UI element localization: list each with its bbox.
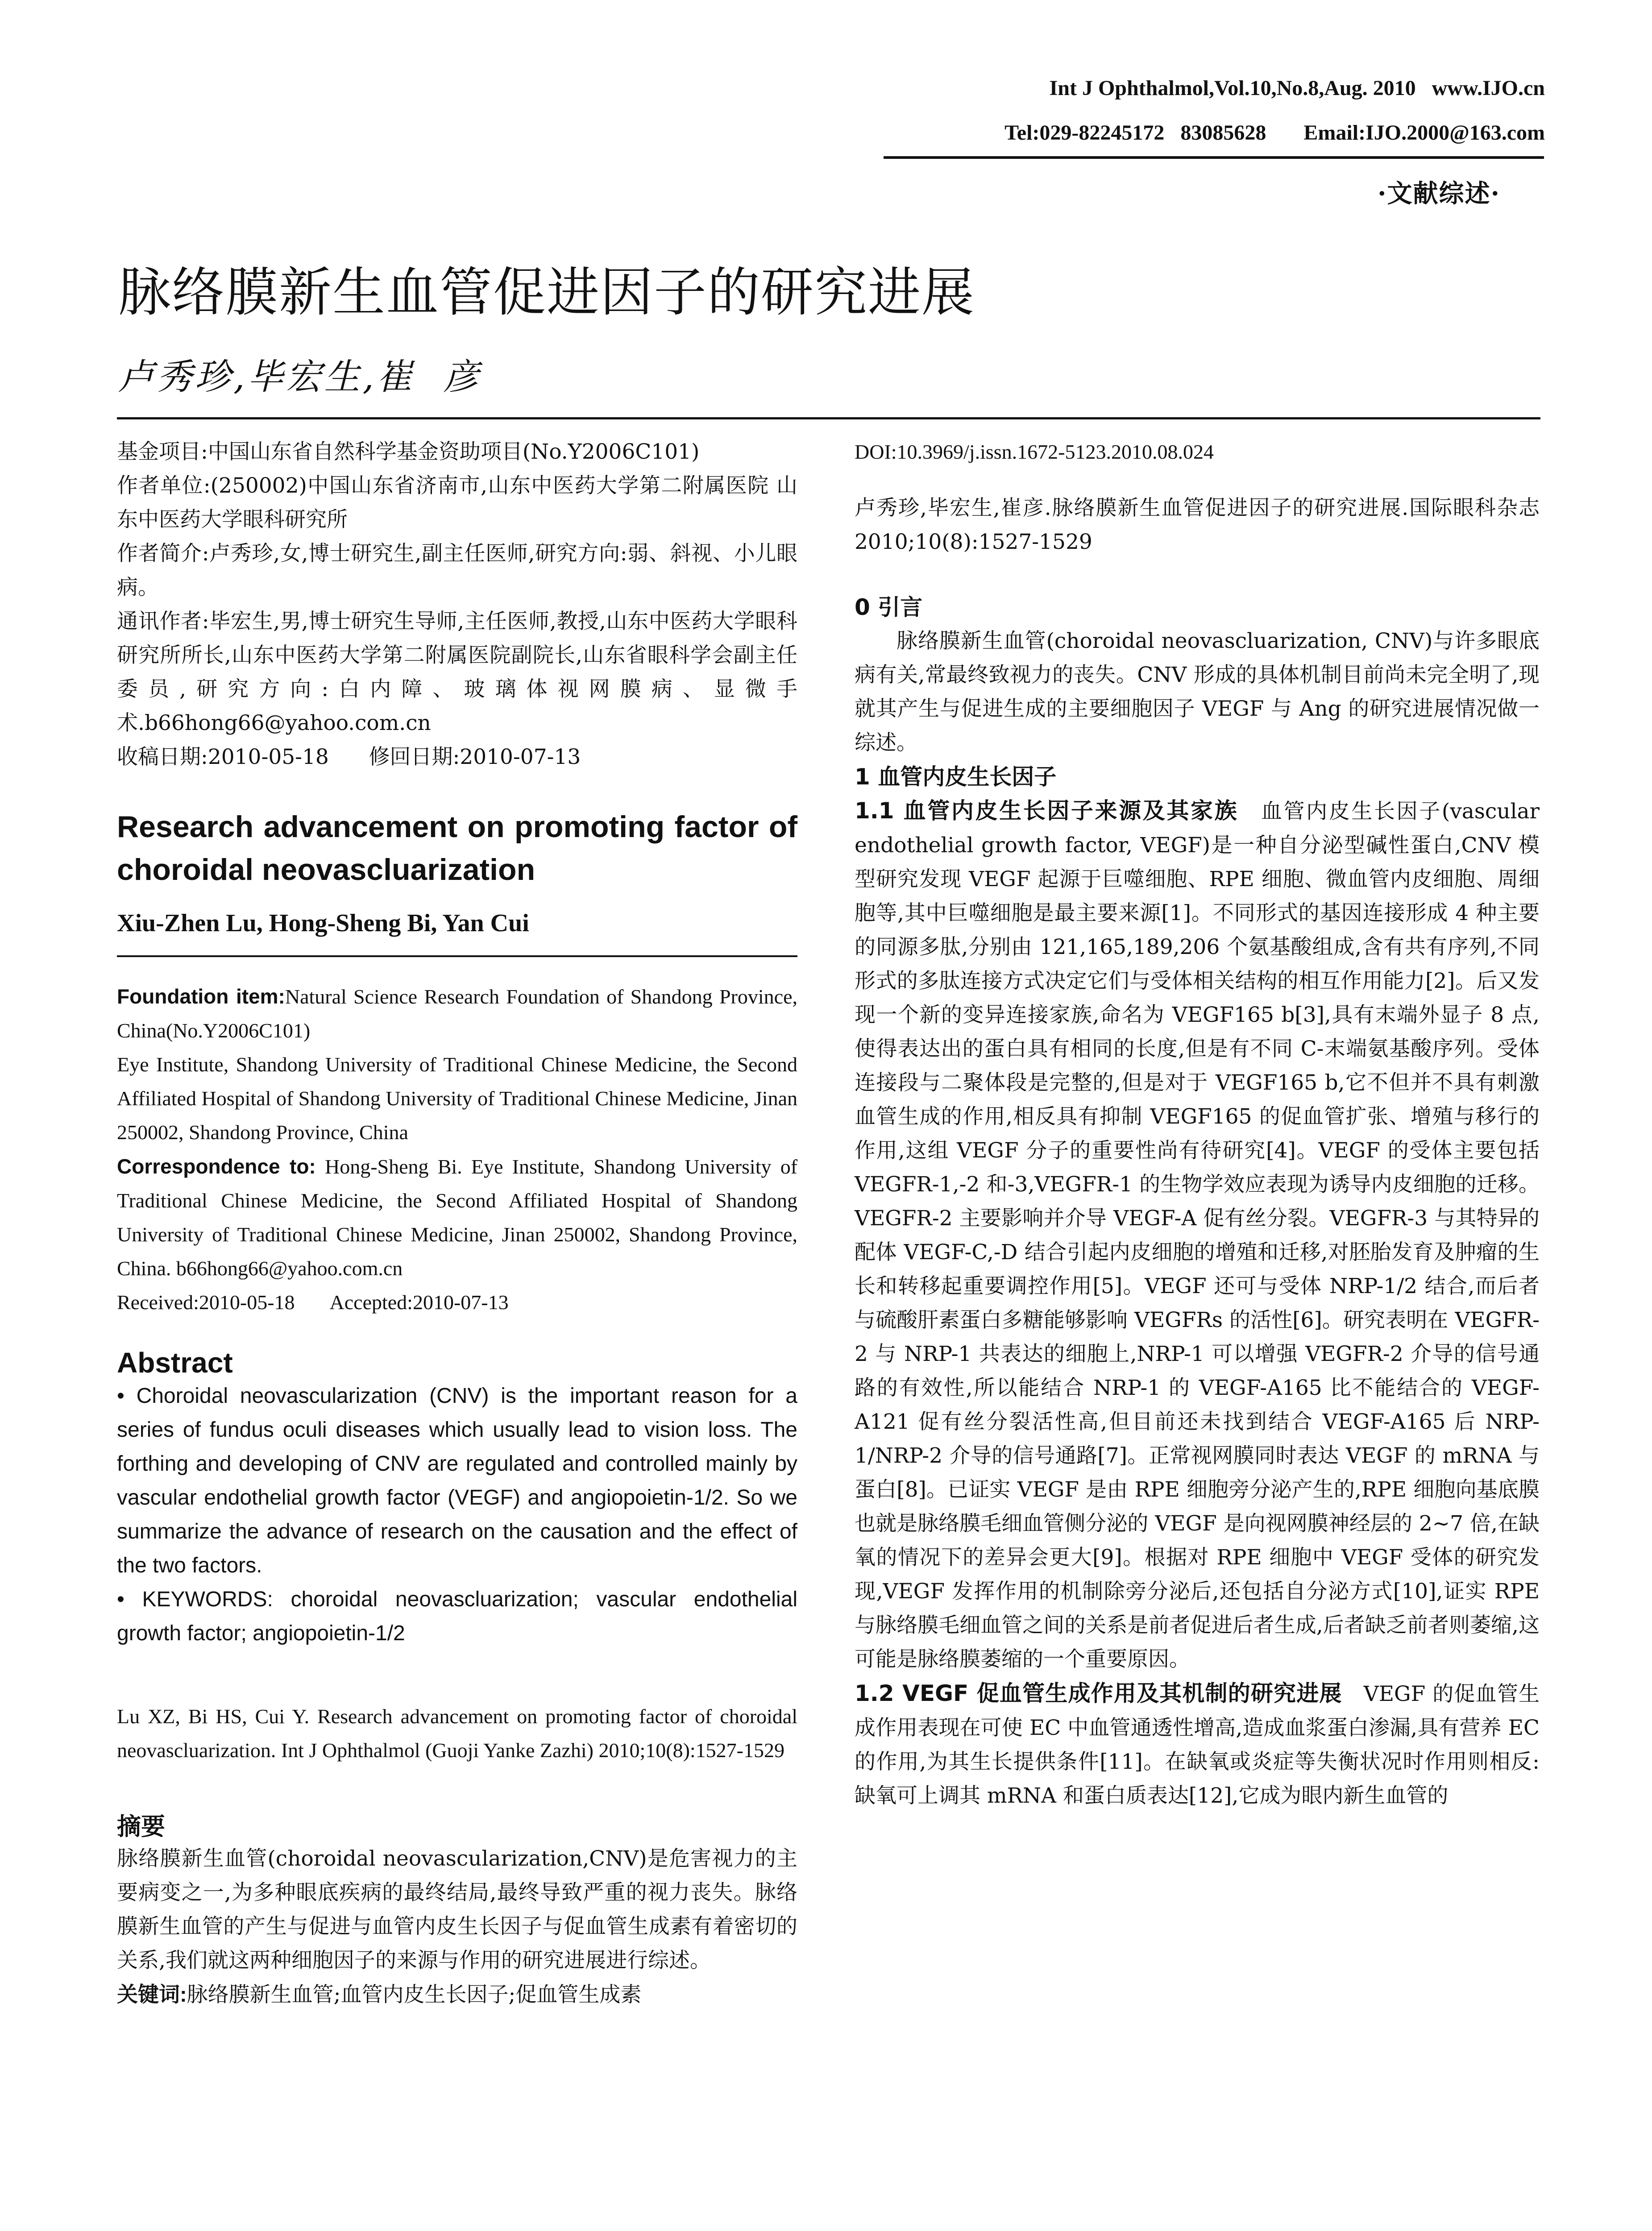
section-1-2-heading: 1.2 VEGF 促血管生成作用及其机制的研究进展: [855, 1680, 1342, 1706]
abstract-text: • Choroidal neovascularization (CNV) is the important reason for a series of fundus oculi diseases which usually lead to vision loss. The forthing and developing of CNV are regulated and controlled mainly by vascular endothelial growth factor (VEGF) and angiopoietin-1/2. So we summarize the advance of research on the causation and the effect of the two factors.: [117, 1384, 797, 1577]
left-column: [117, 435, 797, 2012]
section-1-heading: 1 血管内皮生长因子: [855, 764, 1057, 790]
section-0-heading: 0 引言: [855, 594, 923, 620]
page-title: 脉络膜新生血管促进因子的研究进展: [118, 261, 975, 323]
keywords-zh-text: 脉络膜新生血管;血管内皮生长因子;促血管生成素: [187, 1982, 642, 2007]
abstract-zh-text: 脉络膜新生血管(choroidal neovascularization,CNV)是危害视力的主要病变之一,为多种眼底疾病的最终结局,最终导致严重的视力丧失。脉络膜新生血管的产生与促进与血管内皮生长因子与促血管生成素有着密切的关系,我们就这两种细胞因子的来源与作用的研究进展进行综述。: [117, 1846, 798, 1973]
section-1-1-text: 血管内皮生长因子(vascular endothelial growth factor, VEGF)是一种自分泌型碱性蛋白,CNV 模型研究发现 VEGF 起源于巨噬细胞、RPE 细胞、微血管内皮细胞、周细胞等,其中巨噬细胞是最主要来源[1]。不同形式的基因连接形成 4 种主要的同源多肽,分别由 121,165,189,206 个氨基酸组成,含有共有序列,不同形式的多肽连接方式决定它们与受体相关结构的相互作用能力[2]。后又发现一个新的变异连接家族,命名为 VEGF165 b[3],具有末端外显子 8 点,使得表达出的蛋白具有相同的长度,但是有不同 C-末端氨基酸序列。受体连接段与二聚体段是完整的,但是对于 VEGF165 b,它不但并不具有刺激血管生成的作用,相反具有抑制 VEGF165 的促血管扩张、增殖与移行的作用,这组 VEGF 分子的重要性尚有待研究[4]。VEGF 的受体主要包括 VEGFR-1,-2 和-3,VEGFR-1 的生物学效应表现为诱导内皮细胞的迁移。VEGFR-2 主要影响并介导 VEGF-A 促有丝分裂。VEGFR-3 与其特异的配体 VEGF-C,-D 结合引起内皮细胞的增殖和迁移,对胚胎发育及肿瘤的生长和转移起重要调控作用[5]。VEGF 还可与受体 NRP-1/2 结合,而后者与硫酸肝素蛋白多糖能够影响 VEGFRs 的活性[6]。研究表明在 VEGFR-2 与 NRP-1 共表达的细胞上,NRP-1 可以增强 VEGFR-2 介导的信号通路的有效性,所以能结合 NRP-1 的 VEGF-A165 比不能结合的 VEGF-A121 促有丝分裂活性高,但目前还未找到结合 VEGF-A165 后 NRP-1/NRP-2 介导的信号通路[7]。正常视网膜同时表达 VEGF 的 mRNA 与蛋白[8]。已证实 VEGF 是由 RPE 细胞旁分泌产生的,RPE 细胞向基底膜也就是脉络膜毛细血管侧分泌的 VEGF 是向视网膜神经层的 2~7 倍,在缺氧的情况下的差异会更大[9]。根据对 RPE 细胞中 VEGF 受体的研究发现,VEGF 发挥作用的机制除旁分泌后,还包括自分泌方式[10],证实 RPE 与脉络膜毛细血管之间的关系是前者促进后者生成,后者缺乏前者则萎缩,这可能是脉络膜萎缩的一个重要原因。: [855, 799, 1540, 1671]
section-1-2: [855, 1676, 1540, 1813]
header-rule: [884, 156, 1544, 159]
authors-zh: 卢秀珍,毕宏生,崔 彦: [118, 356, 481, 398]
citation-en: Lu XZ, Bi HS, Cui Y. Research advancement on promoting factor of choroidal neovascluarization. Int J Ophthalmol (Guoji Yanke Zazhi) 2010;10(8):1527-1529: [117, 1705, 797, 1762]
affiliation-note: 作者单位:(250002)中国山东省济南市,山东中医药大学第二附属医院 山东中医药大学眼科研究所: [117, 473, 797, 532]
english-title: Research advancement on promoting factor of choroidal neovascluarization: [117, 810, 797, 887]
received-dates: Received:2010-05-18 Accepted:2010-07-13: [117, 1291, 509, 1314]
english-authors: Xiu-Zhen Lu, Hong-Sheng Bi, Yan Cui: [117, 909, 529, 937]
foundation-text: Natural Science Research Foundation of Shandong Province, China(No.Y2006C101): [117, 985, 797, 1042]
section-1-2-text: VEGF 的促血管生成作用表现在可使 EC 中血管通透性增高,造成血浆蛋白渗漏,具有营养 EC 的作用,为其生长提供条件[11]。在缺氧或炎症等失衡状况时作用则相反:缺氧可上调其 mRNA 和蛋白质表达[12],它成为眼内新生血管的: [855, 1682, 1540, 1808]
funding-note: 基金项目:中国山东省自然科学基金资助项目(No.Y2006C101): [117, 440, 700, 464]
section-0-text: 脉络膜新生血管(choroidal neovascluarization, CNV)与许多眼底病有关,常最终致视力的丧失。CNV 形成的具体机制目前尚未完全明了,现就其产生与促进生成的主要细胞因子 VEGF 与 Ang 的研究进展情况做一综述。: [855, 629, 1540, 755]
correspondence-label: Correspondence to:: [117, 1155, 316, 1178]
foundation-item: [117, 979, 797, 1048]
keywords-zh: [117, 1978, 797, 2012]
author-bio: 作者简介:卢秀珍,女,博士研究生,副主任医师,研究方向:弱、斜视、小儿眼病。: [117, 541, 797, 600]
citation-zh: 卢秀珍,毕宏生,崔彦.脉络膜新生血管促进因子的研究进展.国际眼科杂志 2010;10(8):1527-1529: [855, 496, 1540, 554]
abstract-heading: Abstract: [117, 1347, 233, 1379]
doi: DOI:10.3969/j.issn.1672-5123.2010.08.024: [855, 440, 1214, 463]
correspondence-en: [117, 1149, 797, 1286]
foundation-label: Foundation item:: [117, 985, 285, 1008]
correspondence-text: Hong-Sheng Bi. Eye Institute, Shandong University of Traditional Chinese Medicine, the Second Affiliated Hospital of Shandong University of Traditional Chinese Medicine, Jinan 250002, Shandong Province, China. b66hong66@yahoo.com.cn: [117, 1155, 798, 1280]
correspondence-zh: 通讯作者:毕宏生,男,博士研究生导师,主任医师,教授,山东中医药大学眼科研究所所长,山东中医药大学第二附属医院副院长,山东省眼科学会副主任委员,研究方向:白内障、玻璃体视网膜病、显微手术.b66hong66@yahoo.com.cn: [117, 609, 797, 735]
keywords-zh-label: 关键词:: [117, 1982, 187, 2006]
article-category: ·文献综述·: [1378, 179, 1500, 208]
journal-info: Int J Ophthalmol,Vol.10,No.8,Aug. 2010 www.IJO.cn: [1049, 76, 1545, 100]
english-rule: [117, 955, 797, 957]
right-column: [855, 435, 1540, 1813]
dates-zh: 收稿日期:2010-05-18 修回日期:2010-07-13: [117, 745, 581, 769]
abstract-zh-heading: 摘要: [117, 1812, 165, 1841]
keywords-en: • KEYWORDS: choroidal neovascluarization; vascular endothelial growth factor; angiopoietin-1/2: [117, 1588, 797, 1645]
section-1-1-heading: 1.1 血管内皮生长因子来源及其家族: [855, 798, 1239, 824]
journal-contact: Tel:029-82245172 83085628 Email:IJO.2000@163.com: [1004, 121, 1545, 145]
section-1-1: [855, 794, 1540, 1676]
institute-en: Eye Institute, Shandong University of Traditional Chinese Medicine, the Second Affiliated Hospital of Shandong University of Traditional Chinese Medicine, Jinan 250002, Shandong Province, China: [117, 1053, 797, 1144]
title-rule: [117, 417, 1540, 419]
